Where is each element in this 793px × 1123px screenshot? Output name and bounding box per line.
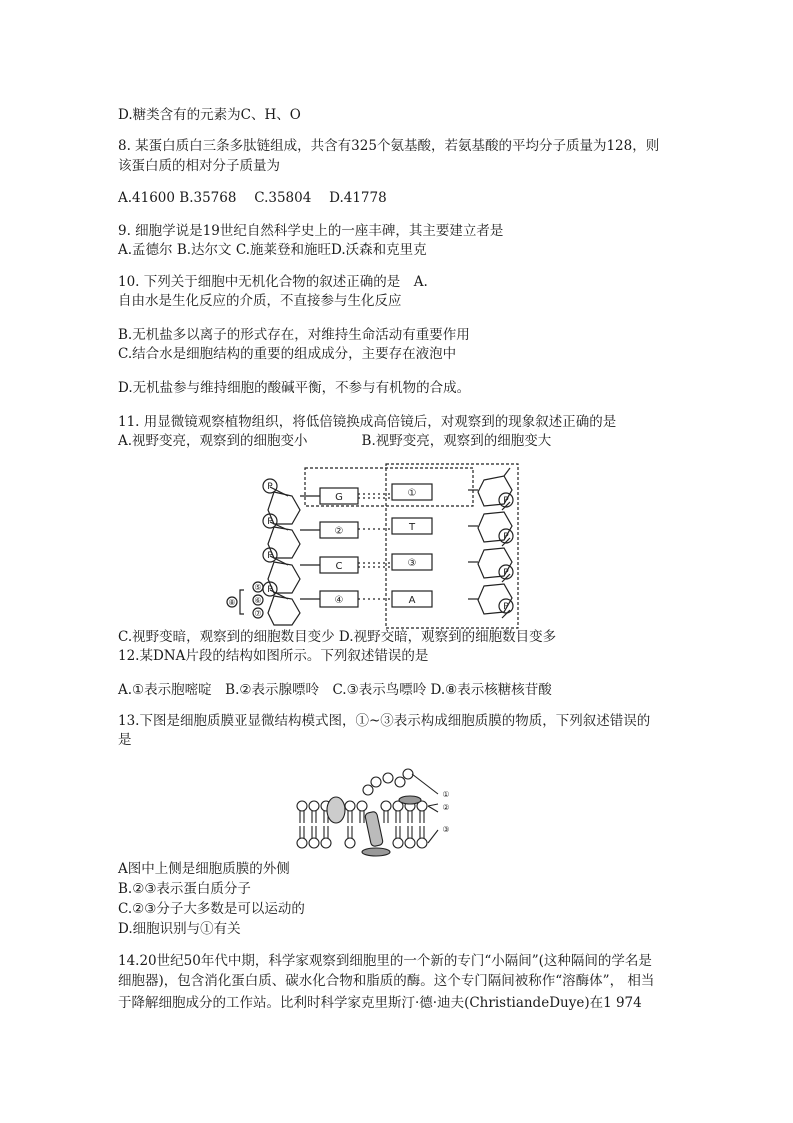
base-right-1: ① [407,488,417,499]
protein-1 [327,797,345,823]
base-right-4: A [408,595,416,606]
q9-options: A.孟德尔 B.达尔文 C.施莱登和施旺D.沃森和克里克 [118,242,427,258]
q14-stem-cont: 细胞器)，包含消化蛋白质、碳水化合物和脂质的酶。这个专门隔间被称作“溶酶体”， 相当 [118,973,655,989]
dashed-box-top [305,468,473,506]
base-left-2: ② [334,526,344,537]
q7-option-d: D.糖类含有的元素为C、H、O [118,107,301,123]
membrane-label-1: ① [442,790,450,799]
phosphate-label: P [267,551,273,561]
q13-option-d: D.细胞识别与①有关 [118,921,241,937]
q8-stem-cont: 该蛋白质的相对分子质量为 [118,158,280,174]
q10-option-b: B.无机盐多以离子的形式存在，对维持生命活动有重要作用 [118,327,470,343]
protein-3 [362,848,390,856]
phosphate-label: P [503,532,509,542]
q14-stem-cont-2: 于降解细胞成分的工作站。比利时科学家克里斯汀·德·迪夫(ChristiandeDuye)在1 974 [118,995,642,1011]
q13-option-c: C.②③分子大多数是可以运动的 [118,901,305,917]
q10-option-c: C.结合水是细胞结构的重要的组成成分，主要存在液泡中 [118,346,457,362]
protein-2 [365,811,384,847]
deoxyribose-left-3 [268,562,300,593]
dna-fragment-diagram [220,462,530,630]
q8-stem: 8. 某蛋白质白三条多肽链组成，共含有325个氨基酸，若氨基酸的平均分子质量为128，则 [118,138,660,154]
q8-options: A.41600 B.35768 C.35804 D.41778 [118,190,387,206]
q13-stem: 13.下图是细胞质膜亚显微结构模式图，①~③表示构成细胞质膜的物质，下列叙述错误的 [118,713,651,729]
q10-option-a: 自由水是生化反应的介质，不直接参与生化反应 [118,293,402,309]
membrane-label-2: ② [442,803,450,812]
phosphate-label: P [267,482,273,492]
q12-stem: 12.某DNA片段的结构如图所示。下列叙述错误的是 [118,648,429,664]
phosphate-label: P [503,496,509,506]
q11-options-cd: C.视野变暗，观察到的细胞数目变少 D.视野交暗，观察到的细胞数目变多 [118,629,557,645]
phosphate-label: P [267,517,273,527]
phosphate-label: P [503,602,509,612]
deoxyribose-left-1 [268,492,300,524]
deoxyribose-left-4 [268,596,300,625]
q10-stem: 10. 下列关于细胞中无机化合物的叙述正确的是 A. [118,274,428,290]
base-left-4: ④ [334,595,344,606]
base-right-3: ③ [407,558,417,569]
membrane-label-3: ③ [442,825,450,834]
phosphate-label: P [267,585,273,595]
cell-membrane-diagram [288,760,464,858]
base-left-1: G [335,492,343,503]
q13-option-a: A图中上侧是细胞质膜的外侧 [118,861,290,877]
deoxyribose-left-2 [268,527,300,558]
q14-stem: 14.20世纪50年代中期，科学家观察到细胞里的一个新的专门“小隔间”(这种隔间的学名是 [118,953,652,969]
q12-options: A.①表示胞嘧啶 B.②表示腺嘌呤 C.③表示鸟嘌呤 D.⑧表示核糖核苷酸 [118,682,552,698]
q11-options-ab: A.视野变亮，观察到的细胞变小 B.视野变亮，观察到的细胞变大 [118,433,552,449]
glycoprotein-sugar-icon [371,777,381,787]
q13-stem-cont: 是 [118,732,132,748]
q10-option-d: D.无机盐参与维持细胞的酸碱平衡，不参与有机物的合成。 [118,380,471,396]
label-6: ⑥ [254,596,262,605]
dashed-box-right [386,464,518,628]
q9-stem: 9. 细胞学说是19世纪自然科学史上的一座丰碑，其主要建立者是 [118,223,504,239]
label-8: ⑧ [228,598,236,607]
base-left-3: C [335,561,343,572]
label-5: ⑤ [254,583,262,592]
base-right-2: T [408,522,416,533]
phosphate-label: P [503,568,509,578]
q13-option-b: B.②③表示蛋白质分子 [118,881,251,897]
q11-stem: 11. 用显微镜观察植物组织，将低倍镜换成高倍镜后，对观察到的现象叙述正确的是 [118,414,617,430]
label-7: ⑦ [254,609,262,618]
